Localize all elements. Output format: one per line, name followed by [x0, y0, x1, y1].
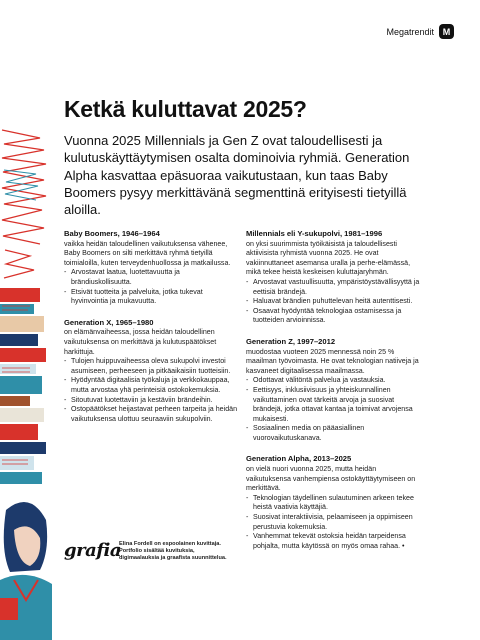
section-intro: on elämänvaiheessa, jossa heidän taloudellinen vaikutuksensa on merkittävä ja kulutuspäätökset harkittuja.: [64, 328, 217, 356]
section-heading: Generation Alpha, 2013–2025: [246, 454, 352, 464]
page-title: Ketkä kuluttavat 2025?: [64, 96, 307, 122]
bullet-item: - Sitoutuvat luotettaviin ja kestäviin brändeihin.: [64, 396, 240, 406]
section-intro: on vielä nuori vuonna 2025, mutta heidän vaikutuksensa vanhempiensa ostokäyttäytymiseen on merkittävä.: [246, 465, 416, 493]
section-generation-alpha: [246, 454, 422, 551]
book-spine: [0, 304, 34, 314]
section-intro: on yksi suurimmista työikäisistä ja taloudellisesti aktiivisista ryhmistä vuonna 2025. He ovat vakiinnuttaneet asemansa uralla ja perhe-elämässä, mikä tekee heistä keskeisen kuluttajaryhmän.: [246, 239, 411, 277]
section-heading: Millennials eli Y-sukupolvi, 1981–1996: [246, 229, 383, 238]
bullet-item: - Osaavat hyödyntää teknologiaa ostamisessa ja tuotteiden arvioinnissa.: [246, 307, 422, 326]
bullet-item: - Tulojen huippuvaiheessa oleva sukupolvi investoi asumiseen, perheeseen ja pitkäaikaisiin tuotteisiin.: [64, 357, 240, 376]
section-intro: vaikka heidän taloudellinen vaikutuksensa vähenee, Baby Boomers on silti merkittävä ryhmä tietyillä toimialoilla, kuten terveydenhuollossa ja matkailussa.: [64, 239, 231, 267]
book-spine: [0, 288, 40, 302]
grafia-logo: grafia: [64, 540, 121, 561]
left-column: [64, 229, 240, 424]
right-column: [246, 229, 422, 551]
bullet-list: [64, 357, 240, 424]
book-spine: [0, 316, 44, 332]
bullet-item: - Vanhemmat tekevät ostoksia heidän tarpeidensa pohjalta, mutta käytössä on myös omaa rahaa. •: [246, 532, 422, 551]
bullet-item: - Hyödyntää digitaalisia työkaluja ja verkkokauppaa, mutta arvostaa yhä perinteisiä ostokokemuksia.: [64, 376, 240, 395]
book-spine: [0, 364, 36, 374]
bullet-item: - Ostopäätökset heijastavat perheen tarpeita ja heidän vaikutuksensa ulottuu seuraaviin sukupolviin.: [64, 405, 240, 424]
book-spine: [0, 348, 46, 362]
bullet-item: - Haluavat brändien puhuttelevan heitä autenttisesti.: [246, 297, 422, 307]
bullet-item: - Odottavat välitöntä palvelua ja vastauksia.: [246, 376, 422, 386]
section-millennials: [246, 229, 422, 326]
bullet-list: [246, 278, 422, 326]
book-spine: [0, 408, 44, 422]
bullet-item: - Arvostavat vastuullisuutta, ympäristöystävällisyyttä ja eettisiä brändejä.: [246, 278, 422, 297]
red-card: [0, 598, 18, 620]
book-spine: [0, 376, 42, 394]
teal-scribble: [4, 170, 38, 200]
magazine-badge: M: [439, 24, 454, 39]
book-spine: [0, 334, 38, 346]
section-generation-x: [64, 318, 240, 425]
bullet-list: [64, 268, 240, 306]
book-spine: [0, 456, 34, 470]
book-spine: [0, 472, 42, 484]
section-heading: Generation Z, 1997–2012: [246, 336, 336, 346]
book-spine: [0, 442, 46, 454]
bullet-item: - Sosiaalinen media on pääasiallinen vuorovaikutuskanava.: [246, 424, 422, 443]
section-heading: Baby Boomers, 1946–1964: [64, 229, 160, 238]
lead-paragraph: Vuonna 2025 Millennials ja Gen Z ovat taloudellisesti ja kulutuskäyttäytymisen osalta dominoivia ryhmiä. Generation Alpha kasvattaa epäsuoraa vaikutustaan, kun taas Baby Boomers pysyy merkittävänä segmenttinä erityisesti tietyillä aloilla.: [64, 133, 410, 218]
book-spine: [0, 396, 30, 406]
bullet-list: [246, 494, 422, 552]
bullet-item: - Eettisyys, inklusiivisuus ja yhteiskunnallinen vaikuttaminen ovat tärkeitä arvoja ja suosivat brändejä, jotka ottavat kantaa ja toimivat arvojensa mukaisesti.: [246, 386, 422, 424]
section-heading: Generation X, 1965–1980: [64, 317, 154, 327]
section-label: Megatrendit: [386, 27, 434, 37]
bullet-item: - Teknologian täydellinen sulautuminen arkeen tekee heistä vaativia käyttäjiä.: [246, 494, 422, 513]
bullet-list: [246, 376, 422, 443]
book-stack-illustration: [0, 110, 52, 640]
bullet-item: - Etsivät tuotteita ja palveluita, jotka tukevat hyvinvointia ja mukavuutta.: [64, 288, 240, 307]
bullet-item: - Suosivat interaktiivisia, pelaamiseen ja oppimiseen perustuvia kokemuksia.: [246, 513, 422, 532]
section-intro: muodostaa vuoteen 2025 mennessä noin 25 % maailman työvoimasta. He ovat teknologian natiiveja ja kasvaneet digitaalisessa maailmassa.: [246, 347, 419, 375]
red-scribble: [2, 130, 46, 278]
book-spine: [0, 424, 38, 440]
illustrator-credit: Elina Fordell on espoolainen kuvittaja. Portfolio sisältää kuvituksia, digimaalauksia ja graafista suunnittelua.: [119, 541, 227, 561]
bullet-item: - Arvostavat laatua, luotettavuutta ja brändiuskollisuutta.: [64, 268, 240, 287]
section-generation-z: [246, 337, 422, 444]
section-baby-boomers: [64, 229, 240, 307]
